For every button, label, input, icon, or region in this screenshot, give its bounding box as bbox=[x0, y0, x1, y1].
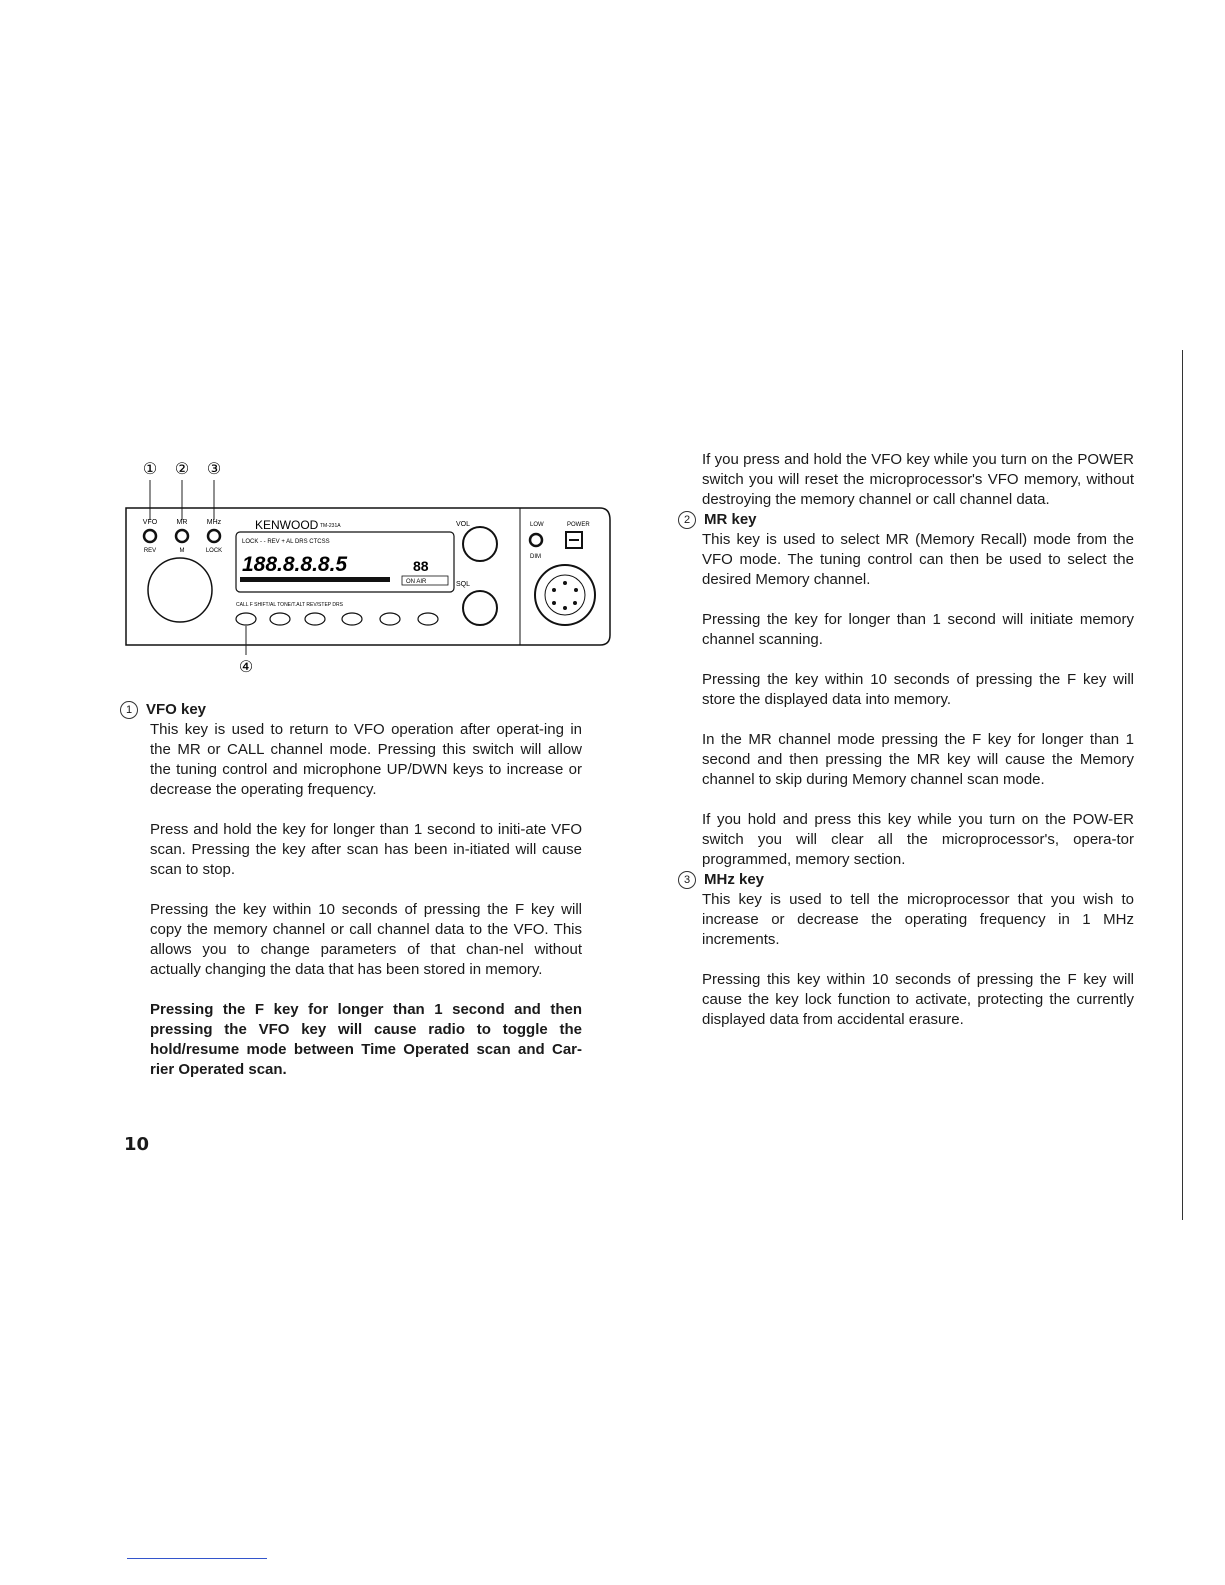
bottom-key-labels: CALL F SHIFT/AL TONE/T.ALT REV/STEP DRS bbox=[236, 602, 343, 608]
mr-key-title: MR key bbox=[704, 511, 757, 528]
low-label: LOW bbox=[530, 522, 544, 528]
label-vfo: VFO bbox=[142, 519, 158, 526]
callout-3-marker: 3 bbox=[678, 871, 696, 889]
callout-3: ③ bbox=[206, 461, 222, 478]
callout-1-marker: 1 bbox=[120, 701, 138, 719]
on-air-indicator: ON AIR bbox=[406, 579, 427, 585]
low-key-icon bbox=[530, 534, 542, 546]
vfo-reset-para: If you press and hold the VFO key while you turn on the POWER switch you will reset the microprocessor's VFO memory, without destroying the memory channel or call channel data. bbox=[702, 451, 1134, 508]
vfo-key-title: VFO key bbox=[146, 701, 207, 718]
vfo-key-icon bbox=[144, 530, 156, 542]
callout-1: ① bbox=[142, 461, 158, 478]
mhz-para-1: This key is used to tell the microprocessor that you wish to increase or decrease the operating frequency in 1 MHz increments. bbox=[702, 891, 1134, 948]
mhz-key-title: MHz key bbox=[704, 871, 765, 888]
vol-label: VOL bbox=[456, 521, 471, 528]
f-button-icon bbox=[270, 613, 290, 625]
callout-2-marker: 2 bbox=[678, 511, 696, 529]
callout-4: ④ bbox=[238, 659, 254, 676]
shift-button-icon bbox=[305, 613, 325, 625]
dim-label: DIM bbox=[530, 554, 541, 560]
radio-diagram bbox=[120, 440, 620, 680]
mr-para-2: Pressing the key for longer than 1 second will initiate memory channel scanning. bbox=[702, 611, 1134, 648]
page-number: 10 bbox=[124, 1134, 150, 1155]
sql-knob-icon bbox=[463, 591, 497, 625]
page-edge-line bbox=[1182, 350, 1183, 1220]
mic-connector-icon bbox=[535, 565, 595, 625]
mr-para-5: If you hold and press this key while you turn on the POW-ER switch you will clear all the microprocessor's, opera-tor programmed, memory section. bbox=[702, 811, 1134, 868]
mhz-key-icon bbox=[208, 530, 220, 542]
label-mhz: MHz bbox=[206, 519, 222, 526]
label-m: M bbox=[179, 548, 185, 554]
model-label: TM-231A bbox=[320, 523, 341, 529]
power-label: POWER bbox=[567, 522, 590, 528]
mr-para-1: This key is used to select MR (Memory Recall) mode from the VFO mode. The tuning control can then be used to select the desired Memory channel. bbox=[702, 531, 1134, 588]
mhz-key-heading bbox=[678, 870, 1134, 890]
radio-body-outline bbox=[126, 508, 610, 645]
vfo-para-4: Pressing the F key for longer than 1 second and then pressing the VFO key will cause radio to toggle the hold/resume mode between Time Operated scan and Car-rier Operated scan. bbox=[150, 1001, 582, 1078]
radio-front-panel-figure bbox=[120, 440, 620, 685]
left-column bbox=[125, 700, 582, 1080]
s-meter-bar bbox=[240, 577, 390, 582]
drs-button-icon bbox=[418, 613, 438, 625]
mhz-para-2: Pressing this key within 10 seconds of pressing the F key will cause the key lock function to activate, protecting the currently displayed data from accidental erasure. bbox=[702, 971, 1134, 1028]
callout-2: ② bbox=[174, 461, 190, 478]
rev-button-icon bbox=[380, 613, 400, 625]
mr-key-icon bbox=[176, 530, 188, 542]
vfo-key-heading bbox=[120, 700, 582, 720]
vol-knob-icon bbox=[463, 527, 497, 561]
lcd-indicators: LOCK - - REV + AL DRS CTCSS bbox=[242, 539, 330, 545]
sql-label: SQL bbox=[456, 581, 471, 588]
label-lock: LOCK bbox=[205, 548, 223, 554]
mr-key-heading bbox=[678, 510, 1134, 530]
tuning-knob-icon bbox=[148, 558, 212, 622]
tone-button-icon bbox=[342, 613, 362, 625]
brand-logo: KENWOOD bbox=[255, 518, 319, 532]
vfo-para-2: Press and hold the key for longer than 1 second to initi-ate VFO scan. Pressing the key after scan has been in-itiated will cause scan to stop. bbox=[150, 821, 582, 878]
right-column bbox=[678, 450, 1134, 1030]
lcd-channel: 88 bbox=[413, 558, 429, 574]
mr-para-3: Pressing the key within 10 seconds of pressing the F key will store the displayed data into memory. bbox=[702, 671, 1134, 708]
call-button-icon bbox=[236, 613, 256, 625]
label-mr: MR bbox=[176, 519, 188, 526]
bottom-link-underline bbox=[127, 1558, 267, 1559]
label-rev: REV bbox=[143, 548, 157, 554]
lcd-frequency: 188.8.8.8.5 bbox=[242, 553, 348, 576]
mr-para-4: In the MR channel mode pressing the F key for longer than 1 second and then pressing the MR key will cause the Memory channel to skip during Memory channel scan mode. bbox=[702, 731, 1134, 788]
vfo-para-1: This key is used to return to VFO operation after operat-ing in the MR or CALL channel mode. Pressing this switch will allow the tuning control and microphone UP/DWN keys to increase or decrease the operating frequency. bbox=[150, 721, 582, 798]
vfo-para-3: Pressing the key within 10 seconds of pressing the F key will copy the memory channel or call channel data to the VFO. This allows you to change parameters of that chan-nel without actually changing the data that has been stored in memory. bbox=[150, 901, 582, 978]
